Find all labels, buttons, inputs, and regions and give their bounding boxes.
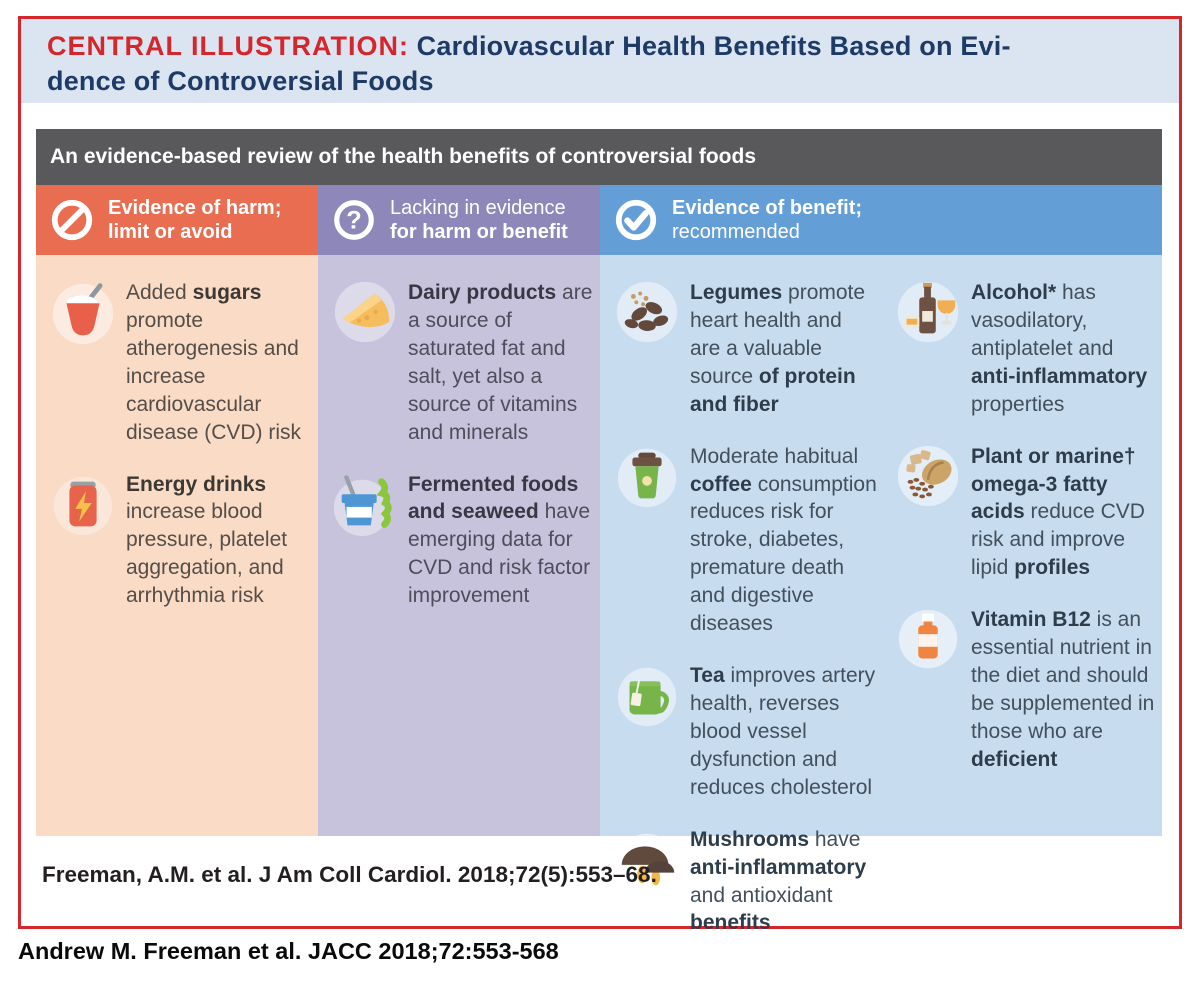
text-segment: and antioxidant — [690, 883, 833, 907]
column-lacking-subcolumn-1 — [318, 255, 600, 836]
column-body-harm — [36, 255, 318, 836]
column-header-line: Evidence of benefit; — [672, 196, 863, 219]
title-band — [21, 19, 1179, 103]
column-header-text-lacking — [390, 196, 568, 245]
figure-citation: Freeman, A.M. et al. J Am Coll Cardiol. 2018;72(5):553–68. — [42, 862, 657, 887]
coffee-cup-icon — [612, 441, 686, 638]
text-segment: Fermented foods and seaweed — [408, 472, 579, 524]
text-segment: coffee — [690, 472, 752, 496]
food-item-text — [971, 606, 1158, 774]
food-item-text — [690, 443, 877, 638]
text-segment: benefits — [690, 911, 771, 935]
figure-title — [21, 19, 1179, 99]
sugar-bowl-icon — [48, 277, 122, 447]
text-segment: properties — [971, 392, 1065, 416]
text-segment: Tea — [690, 664, 725, 688]
column-header-line: Lacking in evidence — [390, 196, 566, 219]
cheese-icon — [330, 277, 404, 447]
text-segment: promote atherogenesis and increase cardiovascular disease (CVD) risk — [126, 308, 302, 444]
text-segment: Dairy products — [408, 281, 557, 304]
column-header-lacking — [318, 185, 600, 255]
food-item-text — [690, 662, 877, 802]
text-segment: anti-inflammatory — [971, 364, 1148, 388]
text-segment: Moderate habitual — [690, 444, 859, 468]
text-segment: reduce CVD risk and improve lipid — [971, 500, 1145, 580]
review-banner — [36, 129, 1162, 185]
text-segment: anti-inflammatory — [690, 855, 867, 879]
text-segment: has vasodilatory, antiplatelet and — [971, 281, 1114, 360]
check-icon — [613, 197, 659, 243]
text-segment: Energy drinks — [126, 472, 267, 496]
tea-mug-icon — [612, 660, 686, 802]
text-segment: sugars — [192, 281, 262, 304]
text-segment: of protein and fiber — [690, 364, 856, 416]
text-segment: Added — [126, 281, 193, 304]
text-segment: Plant or marine† omega-3 fatty acids — [971, 444, 1136, 524]
food-item — [48, 469, 314, 611]
food-item-text — [408, 279, 596, 447]
legumes-icon — [612, 277, 686, 419]
column-body-benefit — [600, 255, 1162, 935]
text-segment: consumption reduces risk for stroke, diabetes, premature death and digestive diseases — [690, 472, 877, 636]
text-segment: profiles — [1014, 556, 1091, 580]
title-rest-line1: Cardiovascular Health Benefits Based on Evi- — [408, 31, 1011, 61]
food-item — [893, 277, 1158, 419]
column-header-benefit — [600, 185, 1162, 255]
column-header-text-harm — [108, 196, 281, 245]
text-segment: Vitamin B12 — [971, 608, 1091, 632]
food-item-text — [971, 443, 1158, 583]
food-item-text — [971, 279, 1158, 419]
food-item — [893, 604, 1158, 774]
column-harm-subcolumn-1 — [36, 255, 318, 836]
food-item — [612, 277, 877, 419]
column-body-lacking — [318, 255, 600, 836]
text-segment: have emerging data for CVD and risk factor improvement — [408, 500, 591, 608]
text-segment: promote heart health and are a valuable source — [690, 281, 866, 388]
text-segment: are a source of saturated fat and salt, yet also a source of vitamins and minerals — [408, 281, 593, 444]
title-label: CENTRAL ILLUSTRATION: — [47, 31, 409, 61]
text-segment: deficient — [971, 747, 1058, 771]
column-header-line: for harm or benefit — [390, 221, 568, 243]
text-segment: improves artery health, reverses blood vessel dysfunction and reduces cholesterol — [690, 664, 876, 799]
column-header-line: recommended — [672, 221, 800, 243]
vitamin-b12-icon — [893, 604, 967, 774]
fermented-foods-icon — [330, 469, 404, 611]
title-rest-line2: dence of Controversial Foods — [47, 66, 434, 97]
text-segment: have — [809, 827, 861, 851]
column-benefit-subcolumn-1 — [600, 255, 881, 935]
text-segment: increase blood pressure, platelet aggregation, and arrhythmia risk — [126, 500, 288, 608]
text-segment: Mushrooms — [690, 827, 810, 851]
column-header-line: Evidence of harm; — [108, 196, 282, 219]
column-header-text-benefit — [672, 196, 862, 245]
food-item-text — [408, 471, 596, 611]
food-item — [330, 469, 596, 611]
column-header-line: limit or avoid — [108, 221, 233, 243]
prohibition-icon — [49, 197, 95, 243]
svg-text:?: ? — [346, 206, 362, 235]
food-item — [893, 441, 1158, 583]
omega3-icon — [893, 441, 967, 583]
text-segment: Legumes — [690, 281, 783, 304]
food-item — [330, 277, 596, 447]
column-header-harm — [36, 185, 318, 255]
food-item — [48, 277, 314, 447]
question-icon — [331, 197, 377, 243]
column-benefit-subcolumn-2 — [881, 255, 1162, 836]
food-item-text — [126, 279, 314, 447]
food-item-text — [126, 471, 314, 611]
food-item-text — [690, 826, 877, 938]
food-item-text — [690, 279, 877, 419]
slide-caption: Andrew M. Freeman et al. JACC 2018;72:553-568 — [18, 938, 559, 964]
food-item — [612, 660, 877, 802]
food-item — [612, 441, 877, 638]
text-segment: Alcohol* — [971, 281, 1057, 304]
text-segment: is an essential nutrient in the diet and should be supplemented in those who are — [971, 608, 1155, 743]
alcohol-icon — [893, 277, 967, 419]
energy-drink-icon — [48, 469, 122, 611]
review-banner-text: An evidence-based review of the health benefits of controversial foods — [50, 145, 756, 168]
